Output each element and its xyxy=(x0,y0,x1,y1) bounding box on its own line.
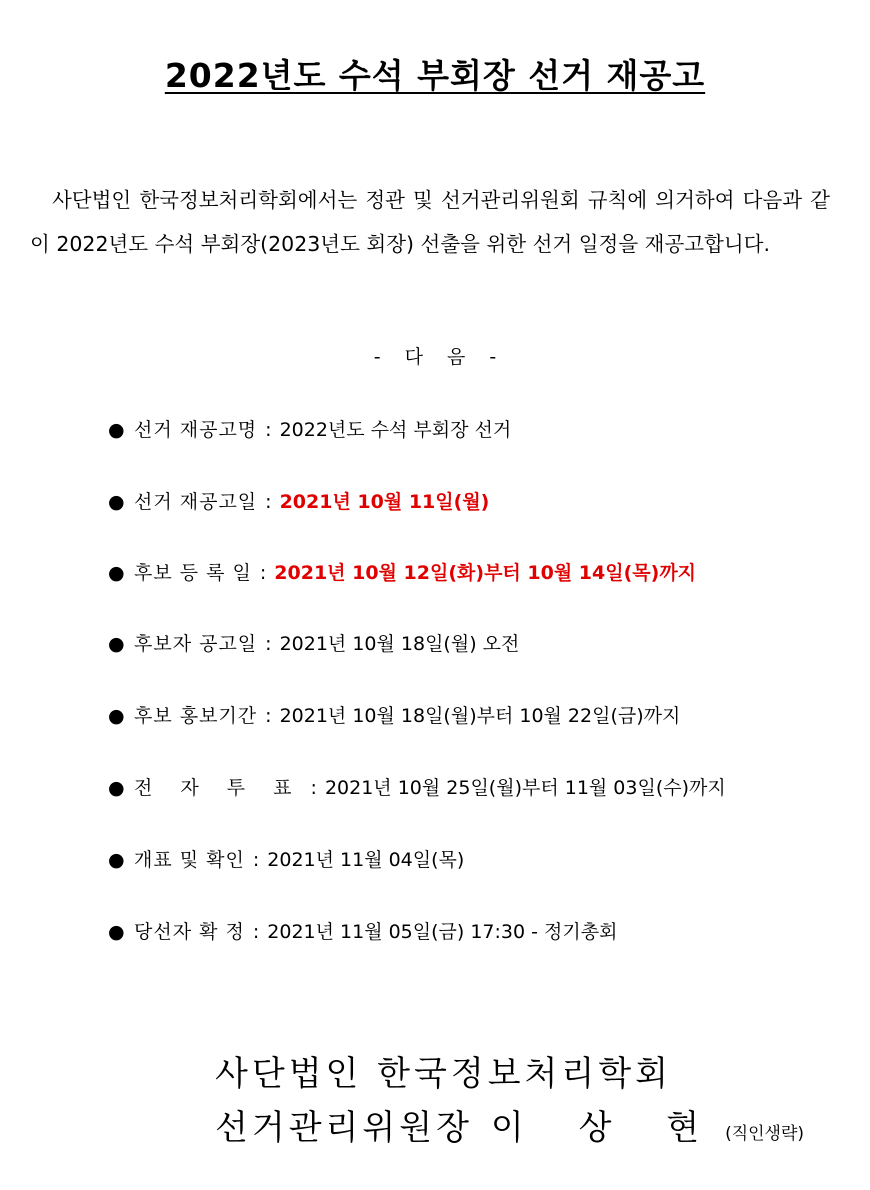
schedule-item-value: 2021년 10월 18일(월) 오전 xyxy=(279,633,520,655)
section-heading: - 다 음 - xyxy=(373,346,497,368)
schedule-item-label: 전 자 투 표 xyxy=(134,777,303,799)
bullet-icon: ● xyxy=(108,633,125,655)
bullet-icon: ● xyxy=(108,491,125,513)
schedule-item-label: 개표 및 확인 xyxy=(134,849,245,871)
schedule-item-value: 2021년 10월 12일(화)부터 10월 14일(목)까지 xyxy=(274,562,697,584)
bullet-icon: ● xyxy=(108,562,125,584)
bullet-icon: ● xyxy=(108,419,125,441)
schedule-item-value: 2021년 10월 18일(월)부터 10월 22일(금)까지 xyxy=(279,705,681,727)
schedule-item-label: 후보 등 록 일 xyxy=(134,562,252,584)
schedule-item xyxy=(108,698,680,734)
schedule-item-value: 2021년 10월 11일(월) xyxy=(279,491,490,513)
schedule-item xyxy=(108,555,696,591)
schedule-item-label: 후보 홍보기간 xyxy=(134,705,258,727)
schedule-item-separator: : xyxy=(265,491,272,513)
document-title xyxy=(0,50,870,97)
document-title-text: 2022년도 수석 부회장 선거 재공고 xyxy=(164,56,706,95)
schedule-item xyxy=(108,484,489,520)
signature-line xyxy=(215,1100,804,1149)
schedule-item xyxy=(108,770,726,806)
schedule-item-value: 2021년 10월 25일(월)부터 11월 03일(수)까지 xyxy=(324,777,726,799)
seal-omitted-note: (직인생략) xyxy=(725,1124,805,1144)
schedule-item-label: 후보자 공고일 xyxy=(134,633,258,655)
schedule-item-separator: : xyxy=(265,705,272,727)
schedule-item-value: 2021년 11월 05일(금) 17:30 - 정기총회 xyxy=(267,921,618,943)
schedule-item-separator: : xyxy=(265,633,272,655)
schedule-item xyxy=(108,914,617,950)
schedule-item-separator: : xyxy=(252,921,260,943)
schedule-item-label: 선거 재공고일 xyxy=(134,491,258,513)
signature-position: 선거관리위원장 xyxy=(215,1108,473,1148)
schedule-item xyxy=(108,412,511,448)
schedule-item-value: 2021년 11월 04일(목) xyxy=(267,849,465,871)
schedule-item-separator: : xyxy=(252,849,260,871)
schedule-item-label: 선거 재공고명 xyxy=(134,419,258,441)
schedule-item xyxy=(108,626,519,662)
schedule-item xyxy=(108,842,464,878)
schedule-item-separator: : xyxy=(265,419,272,441)
intro-paragraph: 사단법인 한국정보처리학회에서는 정관 및 선거관리위원회 규칙에 의거하여 다음과 같이 2022년도 수석 부회장(2023년도 회장) 선출을 위한 선거 일정을 재공고합니다. xyxy=(30,188,830,256)
schedule-item-separator: : xyxy=(259,562,267,584)
schedule-item-label: 당선자 확 정 xyxy=(134,921,245,943)
bullet-icon: ● xyxy=(108,705,125,727)
bullet-icon: ● xyxy=(108,921,125,943)
bullet-icon: ● xyxy=(108,849,125,871)
signature-name: 이 상 현 xyxy=(490,1108,722,1148)
schedule-item-value: 2022년도 수석 부회장 선거 xyxy=(279,419,512,441)
signature-organization: 사단법인 한국정보처리학회 xyxy=(215,1054,672,1094)
schedule-item-separator: : xyxy=(310,777,317,799)
bullet-icon: ● xyxy=(108,777,125,799)
